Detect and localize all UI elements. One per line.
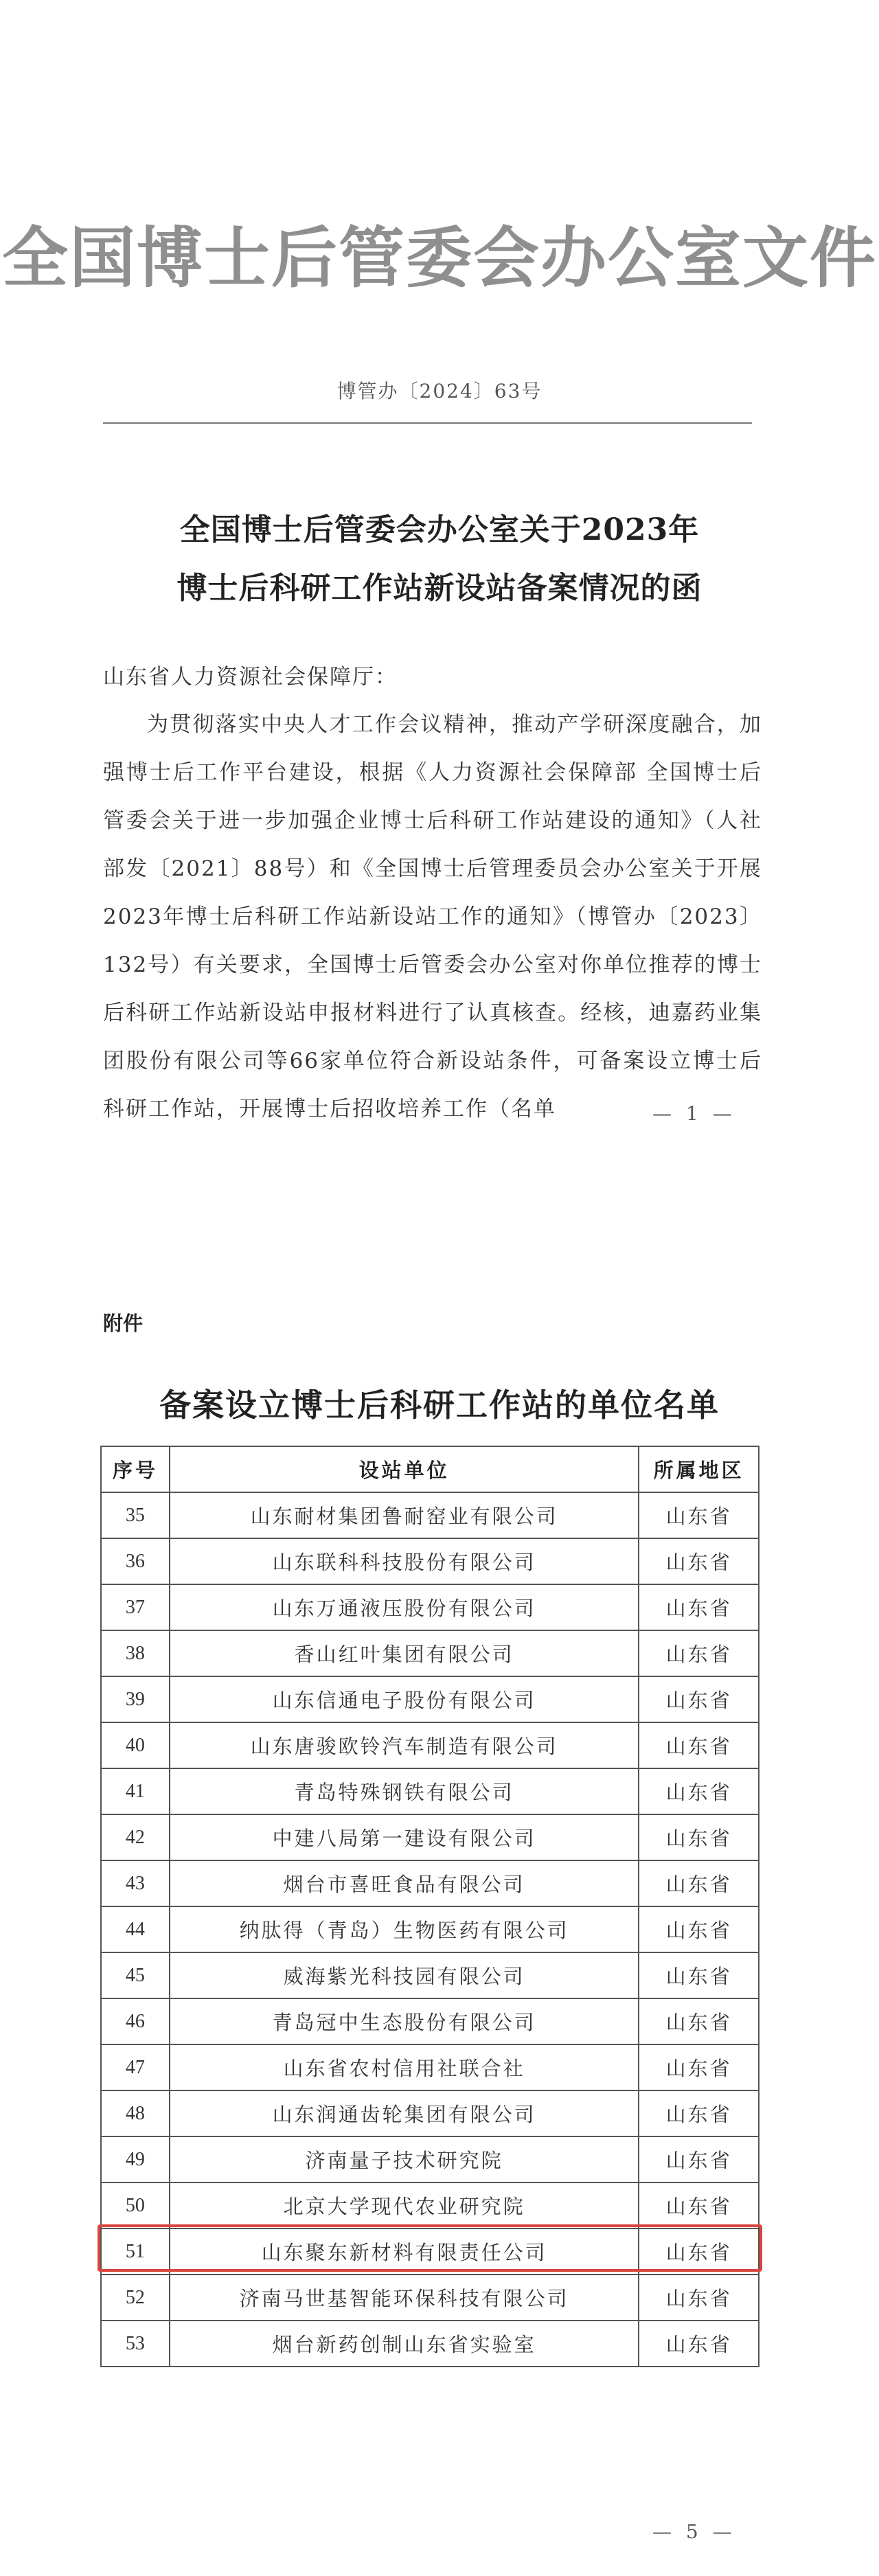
letter-body-paragraph: 为贯彻落实中央人才工作会议精神，推动产学研深度融合，加强博士后工作平台建设，根据《人力资源社会保障部 全国博士后管委会关于进一步加强企业博士后科研工作站建设的通知》（人社部发〔2021〕88号）和《全国博士后管理委员会办公室关于开展2023年博士后科研工作站新设站工作的通知》（博管办〔2023〕132号）有关要求，全国博士后管委会办公室对你单位推荐的博士后科研工作站新设站申报材料进行了认真核查。经核，迪嘉药业集团股份有限公司等66家单位符合新设站条件，可备案设立博士后科研工作站，开展博士后招收培养工作（名单 bbox=[103, 712, 762, 1121]
row-number: 40 bbox=[101, 1722, 170, 1768]
row-unit: 纳肽得（青岛）生物医药有限公司 bbox=[170, 1906, 639, 1952]
row-number: 46 bbox=[101, 1998, 170, 2044]
table-row-highlighted bbox=[101, 2136, 759, 2182]
table-row bbox=[101, 1492, 759, 1538]
row-region: 山东省 bbox=[639, 2090, 759, 2136]
row-number: 49 bbox=[101, 2136, 170, 2182]
row-unit: 山东唐骏欧铃汽车制造有限公司 bbox=[170, 1722, 639, 1768]
row-region: 山东省 bbox=[639, 2275, 759, 2321]
document-number: 博管办〔2024〕63号 bbox=[336, 380, 543, 402]
row-region: 山东省 bbox=[639, 1860, 759, 1906]
row-unit: 山东信通电子股份有限公司 bbox=[170, 1676, 639, 1722]
unit-list-table bbox=[100, 1446, 760, 2367]
table-row bbox=[101, 1538, 759, 1584]
row-unit: 北京大学现代农业研究院 bbox=[170, 2182, 639, 2229]
row-region: 山东省 bbox=[639, 1768, 759, 1814]
row-unit: 烟台市喜旺食品有限公司 bbox=[170, 1860, 639, 1906]
table-row bbox=[101, 1860, 759, 1906]
row-unit: 青岛特殊钢铁有限公司 bbox=[170, 1768, 639, 1814]
row-region: 山东省 bbox=[639, 2136, 759, 2182]
row-number: 44 bbox=[101, 1906, 170, 1952]
row-unit: 山东耐材集团鲁耐窑业有限公司 bbox=[170, 1492, 639, 1538]
column-header-region: 所属地区 bbox=[639, 1446, 759, 1492]
row-region: 山东省 bbox=[639, 1906, 759, 1952]
unit-list-title: 备案设立博士后科研工作站的单位名单 bbox=[159, 1387, 720, 1424]
row-region: 山东省 bbox=[639, 1492, 759, 1538]
document-page-1 bbox=[0, 0, 879, 1209]
row-region: 山东省 bbox=[639, 1630, 759, 1676]
row-region: 山东省 bbox=[639, 1814, 759, 1860]
table-row bbox=[101, 1814, 759, 1860]
row-region: 山东省 bbox=[639, 2182, 759, 2229]
row-number: 37 bbox=[101, 1584, 170, 1630]
letter-title-line-2: 博士后科研工作站新设站备案情况的函 bbox=[176, 571, 703, 606]
row-number: 39 bbox=[101, 1676, 170, 1722]
row-unit: 青岛冠中生态股份有限公司 bbox=[170, 1998, 639, 2044]
table-row bbox=[101, 1906, 759, 1952]
table-row bbox=[101, 1630, 759, 1676]
table-row bbox=[101, 1952, 759, 1998]
document-page-5 bbox=[0, 1209, 879, 2576]
row-unit: 山东万通液压股份有限公司 bbox=[170, 1584, 639, 1630]
recipient-line: 山东省人力资源社会保障厅： bbox=[103, 665, 398, 689]
row-number: 53 bbox=[101, 2321, 170, 2367]
row-unit: 山东聚东新材料有限责任公司 bbox=[170, 2229, 639, 2275]
row-region: 山东省 bbox=[639, 2044, 759, 2090]
column-header-number: 序号 bbox=[101, 1446, 170, 1492]
page-number: — 5 — bbox=[652, 2520, 736, 2543]
table-row bbox=[101, 1998, 759, 2044]
row-number: 42 bbox=[101, 1814, 170, 1860]
row-unit: 山东润通齿轮集团有限公司 bbox=[170, 2090, 639, 2136]
row-unit: 香山红叶集团有限公司 bbox=[170, 1630, 639, 1676]
table-header-row bbox=[101, 1446, 759, 1492]
table-row bbox=[101, 2229, 759, 2275]
row-region: 山东省 bbox=[639, 1584, 759, 1630]
row-unit: 山东省农村信用社联合社 bbox=[170, 2044, 639, 2090]
row-number: 52 bbox=[101, 2275, 170, 2321]
header-divider bbox=[103, 422, 752, 424]
letter-title-line-1: 全国博士后管委会办公室关于2023年 bbox=[179, 512, 700, 547]
row-number: 36 bbox=[101, 1538, 170, 1584]
table-row bbox=[101, 2321, 759, 2367]
row-number: 35 bbox=[101, 1492, 170, 1538]
table-row bbox=[101, 1722, 759, 1768]
row-region: 山东省 bbox=[639, 1722, 759, 1768]
table-row bbox=[101, 2182, 759, 2229]
row-number: 50 bbox=[101, 2182, 170, 2229]
row-unit: 中建八局第一建设有限公司 bbox=[170, 1814, 639, 1860]
row-region: 山东省 bbox=[639, 1676, 759, 1722]
attachment-label: 附件 bbox=[103, 1312, 144, 1335]
row-unit: 威海紫光科技园有限公司 bbox=[170, 1952, 639, 1998]
table-row bbox=[101, 2090, 759, 2136]
row-unit: 济南马世基智能环保科技有限公司 bbox=[170, 2275, 639, 2321]
table-row bbox=[101, 1768, 759, 1814]
page-number: — 1 — bbox=[652, 1102, 736, 1125]
table-row bbox=[101, 1584, 759, 1630]
issuer-header-title: 全国博士后管委会办公室文件 bbox=[2, 220, 877, 297]
row-number: 43 bbox=[101, 1860, 170, 1906]
row-number: 51 bbox=[101, 2229, 170, 2275]
row-unit: 山东联科科技股份有限公司 bbox=[170, 1538, 639, 1584]
row-number: 45 bbox=[101, 1952, 170, 1998]
row-region: 山东省 bbox=[639, 1998, 759, 2044]
row-region: 山东省 bbox=[639, 2229, 759, 2275]
row-unit: 烟台新药创制山东省实验室 bbox=[170, 2321, 639, 2367]
row-region: 山东省 bbox=[639, 1952, 759, 1998]
row-number: 47 bbox=[101, 2044, 170, 2090]
row-number: 41 bbox=[101, 1768, 170, 1814]
row-number: 48 bbox=[101, 2090, 170, 2136]
table-row bbox=[101, 2275, 759, 2321]
row-unit: 济南量子技术研究院 bbox=[170, 2136, 639, 2182]
row-number: 38 bbox=[101, 1630, 170, 1676]
table-row bbox=[101, 1676, 759, 1722]
column-header-unit: 设站单位 bbox=[170, 1446, 639, 1492]
row-region: 山东省 bbox=[639, 1538, 759, 1584]
table-row bbox=[101, 2044, 759, 2090]
row-region: 山东省 bbox=[639, 2321, 759, 2367]
